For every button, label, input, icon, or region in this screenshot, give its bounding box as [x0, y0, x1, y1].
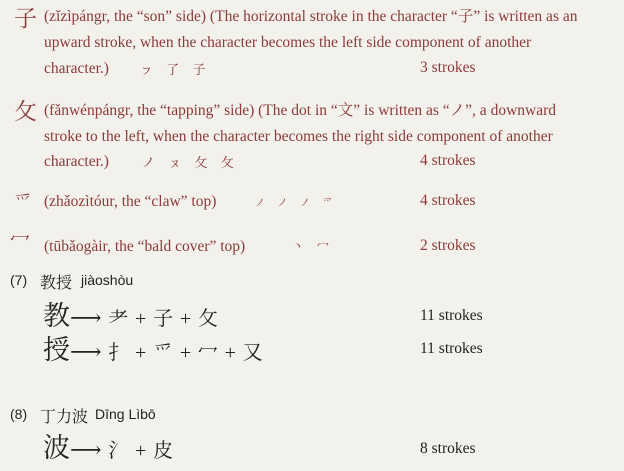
- section-word: 丁力波: [40, 409, 89, 426]
- stroke-count: 4 strokes: [420, 152, 476, 169]
- component: 爫: [153, 342, 174, 364]
- radical-description-line: character.): [44, 153, 109, 170]
- arrow-icon: ⟶: [70, 339, 102, 364]
- plus-icon: +: [135, 440, 147, 462]
- section-pinyin: jiàoshòu: [81, 272, 134, 288]
- decomposition-row: [43, 301, 218, 334]
- section-pinyin: Dīng Lìbō: [95, 406, 156, 422]
- decomposition-row: [43, 433, 173, 466]
- radical-glyph: 子: [14, 6, 37, 31]
- stroke-sequence: ㇷ 了 子: [140, 62, 211, 77]
- component: 氵: [108, 440, 129, 462]
- component: 皮: [153, 440, 174, 462]
- target-char: 波: [43, 433, 70, 463]
- section-number: (7): [10, 272, 28, 288]
- radical-description-line: (fǎnwénpángr, the “tapping” side) (The dot in “文” is written as “ノ”, a downward: [44, 102, 556, 119]
- component: 扌: [108, 342, 129, 364]
- radical-description-line: (zhǎozìtóur, the “claw” top): [44, 193, 217, 210]
- target-char: 教: [43, 301, 70, 331]
- section-number: (8): [10, 406, 28, 422]
- component: 耂: [108, 308, 129, 330]
- section-word: 教授: [40, 275, 73, 292]
- stroke-count: 11 strokes: [420, 340, 483, 357]
- radical-description-line: (zǐzìpángr, the “son” side) (The horizontal stroke in the character “子” is written as an: [44, 8, 578, 25]
- radical-glyph: 爫: [14, 192, 32, 212]
- stroke-count: 4 strokes: [420, 192, 476, 209]
- plus-icon: +: [224, 342, 236, 364]
- component: 冖: [197, 342, 218, 364]
- stroke-count: 11 strokes: [420, 307, 483, 324]
- arrow-icon: ⟶: [70, 305, 102, 330]
- plus-icon: +: [179, 308, 192, 330]
- component: 又: [242, 342, 263, 364]
- stroke-count: 3 strokes: [420, 59, 476, 76]
- target-char: 授: [43, 335, 70, 365]
- radical-glyph: 冖: [10, 230, 30, 252]
- radical-glyph: 攵: [14, 99, 37, 124]
- decomposition-row: [43, 335, 263, 368]
- plus-icon: +: [135, 308, 147, 330]
- stroke-sequence: 丶 冖: [292, 239, 335, 253]
- radical-description-line: upward stroke, when the character becomes the left side component of another: [44, 34, 532, 51]
- stroke-sequence: ノ ノ ノ 爫: [255, 198, 338, 209]
- stroke-count: 8 strokes: [420, 440, 476, 457]
- stroke-sequence: ノ ㇴ 攵 攵: [142, 155, 239, 170]
- radical-description-line: (tūbǎogàir, the “bald cover” top): [44, 238, 246, 255]
- radical-description-line: stroke to the left, when the character becomes the right side component of another: [44, 128, 553, 145]
- stroke-count: 2 strokes: [420, 237, 476, 254]
- plus-icon: +: [135, 342, 147, 364]
- radical-description-line: character.): [44, 60, 109, 77]
- component: 子: [153, 308, 174, 330]
- component: 攵: [197, 308, 218, 330]
- arrow-icon: ⟶: [70, 437, 102, 462]
- plus-icon: +: [179, 342, 192, 364]
